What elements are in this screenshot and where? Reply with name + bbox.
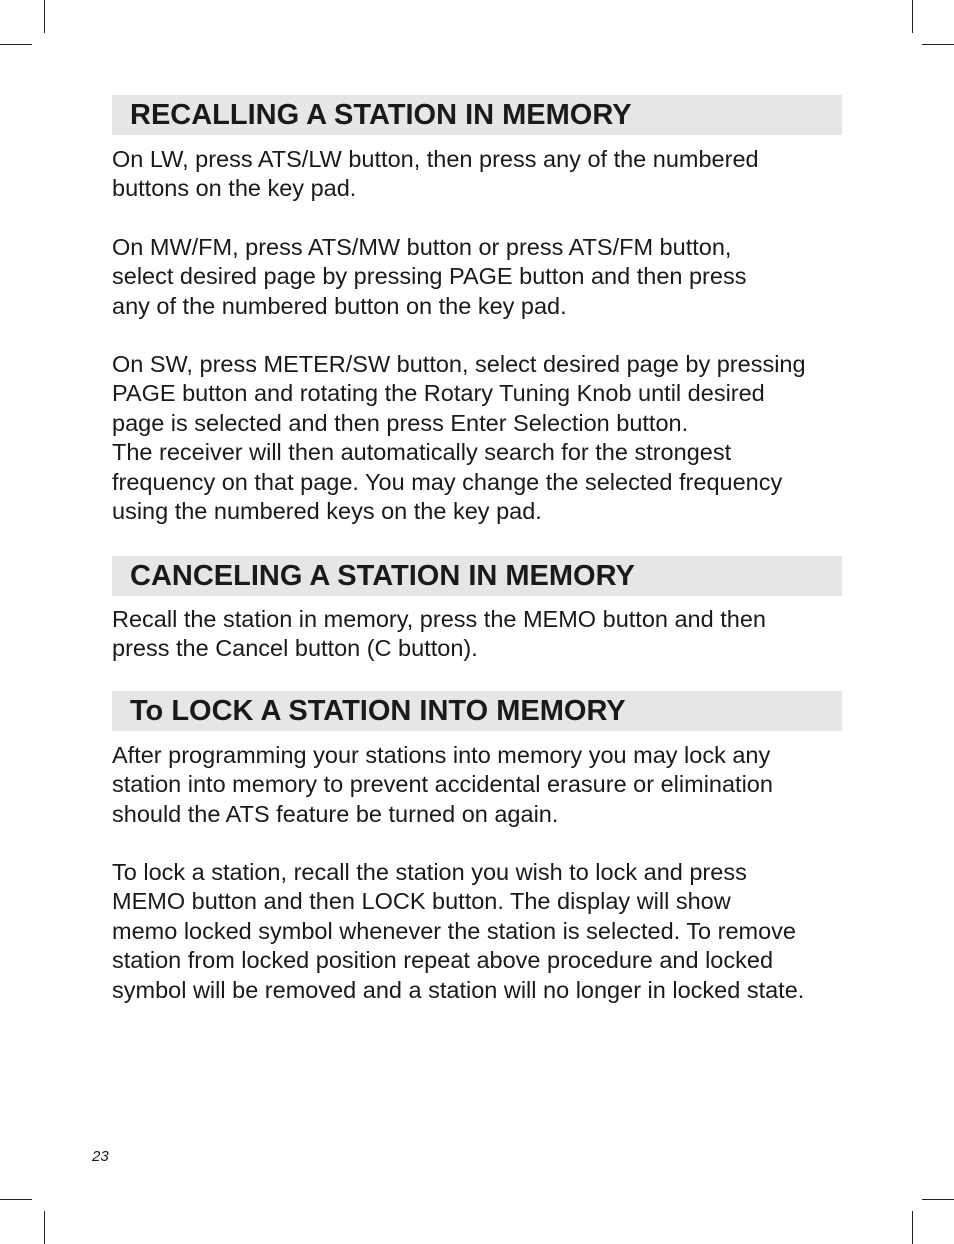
paragraph-lock-intro: After programming your stations into memory you may lock any station into memory to prevent accidental erasure or elimination should the ATS feature be turned on again. [112,742,773,827]
section-heading-canceling [112,556,842,596]
crop-mark-bottom-right-v [912,1211,913,1244]
crop-mark-top-left-h [0,44,32,45]
paragraph-recall-lw: On LW, press ATS/LW button, then press any of the numbered buttons on the key pad. [112,146,759,202]
section-title: CANCELING A STATION IN MEMORY [130,560,635,592]
section-title: RECALLING A STATION IN MEMORY [130,99,632,131]
crop-mark-top-left-v [44,0,45,33]
crop-mark-top-right-v [912,0,913,33]
crop-mark-bottom-right-h [922,1199,954,1200]
section-title: To LOCK A STATION INTO MEMORY [130,695,626,727]
crop-mark-top-right-h [922,44,954,45]
paragraph-cancel: Recall the station in memory, press the MEMO button and then press the Cancel button (C button). [112,606,766,662]
crop-mark-bottom-left-h [0,1199,32,1200]
paragraph-recall-sw: On SW, press METER/SW button, select desired page by pressing PAGE button and rotating the Rotary Tuning Knob until desired page is selected and then press Enter Selection button. The receiver will then automatically search for the strongest frequency on that page. You may change the selected frequency using the numbered keys on the key pad. [112,351,806,525]
paragraph-recall-mwfm: On MW/FM, press ATS/MW button or press ATS/FM button, select desired page by pressing PAGE button and then press any of the numbered button on the key pad. [112,234,747,319]
page-number: 23 [92,1148,109,1165]
section-heading-recalling [112,95,842,135]
paragraph-lock-howto: To lock a station, recall the station you wish to lock and press MEMO button and then LOCK button. The display will show memo locked symbol whenever the station is selected. To remove station from locked position repeat above procedure and locked symbol will be removed and a station will no longer in locked state. [112,859,805,1003]
section-heading-locking [112,691,842,731]
crop-mark-bottom-left-v [44,1211,45,1244]
